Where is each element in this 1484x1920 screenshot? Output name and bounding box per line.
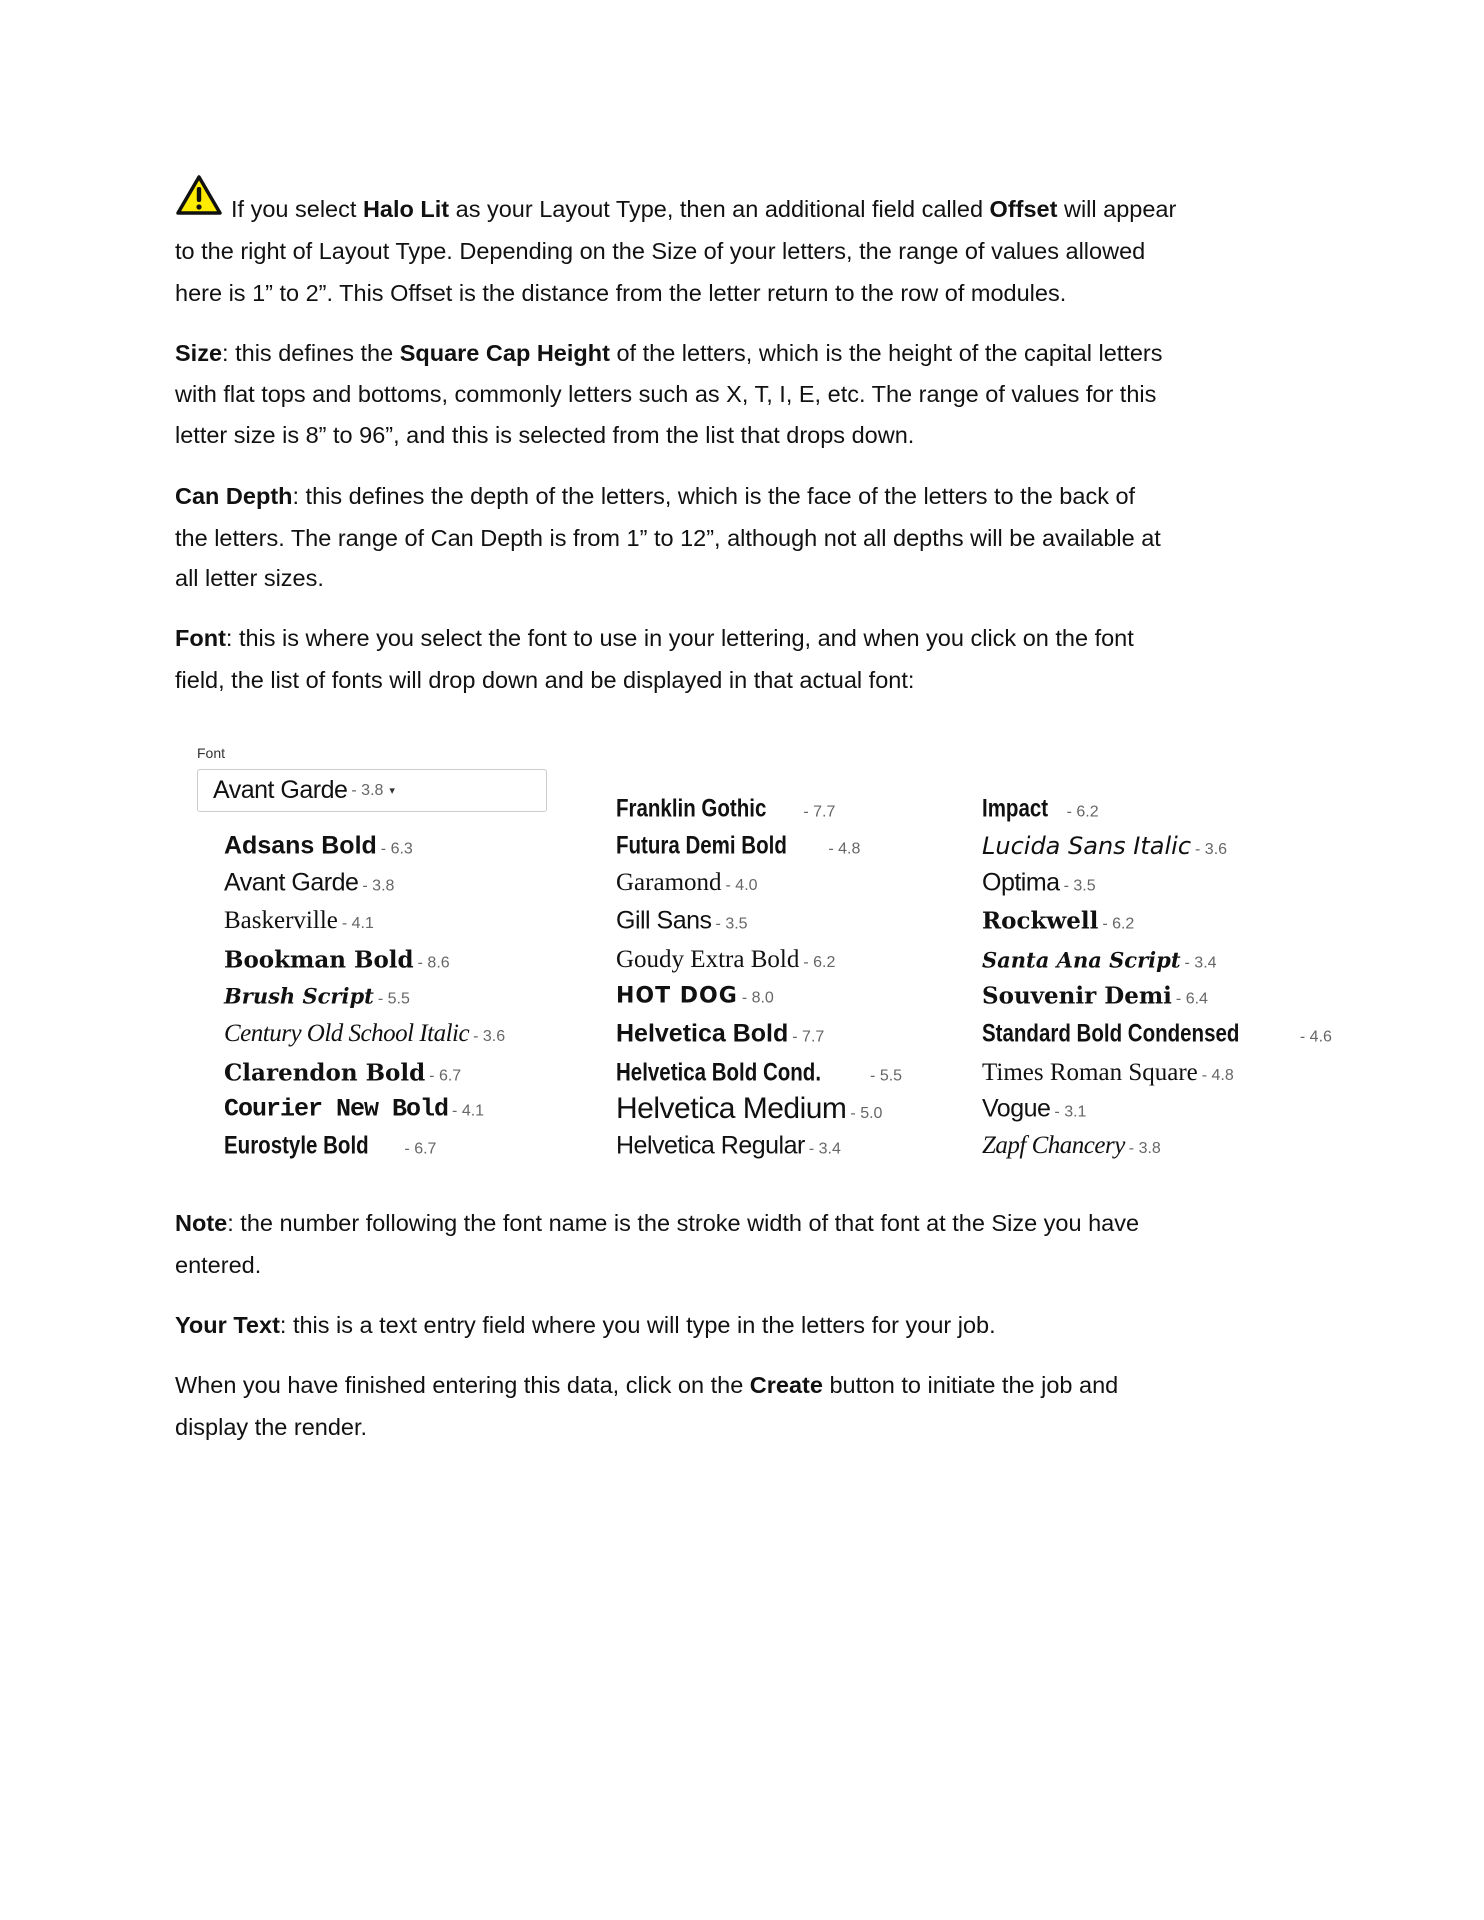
text-run: letter size is 8” to 96”, and this is selected from the list that drops down.	[175, 422, 915, 448]
font-stroke-width: - 8.6	[417, 954, 450, 972]
font-option[interactable]	[616, 984, 774, 1009]
font-option[interactable]	[224, 984, 410, 1009]
font-stroke-width: - 6.2	[1102, 915, 1135, 933]
font-name: Souvenir Demi	[982, 982, 1172, 1010]
bold-term: Square Cap Height	[399, 340, 610, 366]
font-stroke-width: - 4.1	[341, 915, 374, 932]
font-name: Goudy Extra Bold	[616, 946, 800, 973]
font-option[interactable]	[224, 1020, 505, 1048]
text-run: entered.	[175, 1252, 262, 1278]
paragraph-line	[175, 523, 1161, 553]
font-stroke-width: - 3.1	[1054, 1103, 1087, 1121]
font-name: HOT DOG	[616, 983, 738, 1009]
font-name: Helvetica Regular	[616, 1131, 805, 1160]
paragraph-line	[175, 1208, 1139, 1238]
font-option[interactable]	[616, 1020, 824, 1049]
paragraph-line	[175, 563, 324, 593]
font-name: Bookman Bold	[224, 946, 414, 974]
font-option[interactable]	[982, 948, 1217, 973]
paragraph-line	[175, 1412, 367, 1442]
font-name: Avant Garde	[224, 868, 359, 897]
bold-term: Size	[175, 340, 223, 366]
text-run: : this is where you select the font to use in your lettering, and when you click on the font	[225, 625, 1134, 651]
font-stroke-width: - 4.8	[828, 840, 861, 858]
font-option[interactable]	[982, 869, 1096, 898]
font-stroke-width: - 6.2	[1066, 803, 1099, 821]
paragraph-line	[175, 623, 1134, 653]
paragraph-line	[175, 338, 1163, 368]
text-run: : this is a text entry field where you will type in the letters for your job.	[279, 1312, 996, 1338]
font-stroke-width: - 5.5	[377, 990, 410, 1008]
bold-term: Offset	[989, 196, 1058, 222]
paragraph-line	[175, 481, 1135, 511]
paragraph-line	[175, 1250, 261, 1280]
font-dropdown-stroke-width: - 3.8	[351, 781, 384, 799]
font-option[interactable]	[982, 908, 1134, 935]
font-option[interactable]	[982, 983, 1208, 1010]
font-name: Gill Sans	[616, 906, 712, 935]
text-run: button to initiate the job and	[822, 1372, 1119, 1398]
font-option[interactable]	[616, 832, 860, 861]
font-stroke-width: - 4.0	[725, 877, 758, 894]
font-option[interactable]	[224, 947, 450, 974]
font-name: Futura Demi Bold	[616, 831, 787, 860]
paragraph-line	[175, 420, 914, 450]
font-option[interactable]	[982, 832, 1227, 860]
font-name: Vogue	[982, 1094, 1051, 1123]
font-field-label: Font	[197, 745, 226, 761]
font-option[interactable]	[616, 907, 748, 936]
font-dropdown[interactable]	[197, 769, 547, 812]
text-run: field, the list of fonts will drop down and be displayed in that actual font:	[175, 667, 915, 693]
font-stroke-width: - 3.5	[1063, 877, 1096, 895]
font-name: Franklin Gothic	[616, 794, 767, 823]
paragraph-line	[175, 379, 1156, 409]
paragraph-line	[175, 236, 1145, 266]
font-name: Courier New Bold	[224, 1094, 449, 1124]
font-stroke-width: - 5.0	[850, 1105, 883, 1122]
font-name: Santa Ana Script	[982, 947, 1181, 973]
font-option[interactable]	[224, 907, 374, 935]
font-stroke-width: - 4.8	[1201, 1067, 1234, 1084]
font-name: Helvetica Bold Cond.	[616, 1058, 822, 1087]
font-option[interactable]	[982, 1020, 1332, 1049]
paragraph-line	[175, 1310, 996, 1340]
text-run: If you select	[231, 196, 363, 222]
font-name: Baskerville	[224, 907, 338, 934]
text-run: : this defines the depth of the letters, which is the face of the letters to the back of	[292, 483, 1136, 509]
font-stroke-width: - 5.5	[870, 1067, 903, 1085]
text-run: : the number following the font name is the stroke width of that font at the Size you have	[227, 1210, 1140, 1236]
font-stroke-width: - 6.7	[404, 1140, 437, 1158]
font-option[interactable]	[982, 1059, 1234, 1087]
text-run: : this defines the	[222, 340, 400, 366]
font-option[interactable]	[982, 795, 1099, 824]
paragraph-line	[231, 194, 1176, 224]
text-run: with flat tops and bottoms, commonly letters such as X, T, I, E, etc. The range of values for this	[175, 381, 1157, 407]
font-option[interactable]	[616, 946, 835, 974]
font-option[interactable]	[616, 1092, 882, 1126]
text-run: the letters. The range of Can Depth is from 1” to 12”, although not all depths will be available at	[175, 525, 1161, 551]
font-name: Brush Script	[224, 983, 374, 1009]
bold-term: Font	[175, 625, 226, 651]
font-option[interactable]	[616, 869, 758, 897]
font-stroke-width: - 8.0	[741, 989, 774, 1007]
font-option[interactable]	[224, 1132, 436, 1161]
font-stroke-width: - 3.6	[473, 1028, 506, 1045]
bold-term: Can Depth	[175, 483, 293, 509]
font-stroke-width: - 3.4	[1184, 954, 1217, 972]
font-option[interactable]	[982, 1095, 1086, 1124]
font-stroke-width: - 3.6	[1195, 841, 1228, 858]
font-stroke-width: - 3.4	[808, 1140, 841, 1158]
font-name: Helvetica Bold	[616, 1019, 789, 1048]
font-stroke-width: - 6.3	[380, 840, 413, 858]
font-name: Zapf Chancery	[982, 1132, 1125, 1159]
paragraph-line	[175, 1370, 1118, 1400]
font-option[interactable]	[616, 1132, 841, 1161]
font-name: Eurostyle Bold	[224, 1131, 369, 1160]
font-stroke-width: - 4.6	[1299, 1028, 1332, 1046]
text-run: will appear	[1057, 196, 1177, 222]
font-option[interactable]	[224, 869, 394, 898]
font-name: Times Roman Square	[982, 1059, 1198, 1086]
font-name: Garamond	[616, 869, 722, 896]
text-run: here is 1” to 2”. This Offset is the distance from the letter return to the row of modules.	[175, 280, 1067, 306]
text-run: all letter sizes.	[175, 565, 324, 591]
text-run: to the right of Layout Type. Depending on the Size of your letters, the range of values allowed	[175, 238, 1146, 264]
text-run: of the letters, which is the height of the capital letters	[609, 340, 1163, 366]
bold-term: Note	[175, 1210, 228, 1236]
font-dropdown-value: Avant Garde	[213, 776, 348, 804]
font-stroke-width: - 4.1	[452, 1102, 485, 1120]
bold-term: Your Text	[175, 1312, 280, 1338]
font-name: Clarendon Bold	[224, 1059, 426, 1087]
paragraph-line	[175, 278, 1066, 308]
text-run: as your Layout Type, then an additional field called	[449, 196, 990, 222]
font-stroke-width: - 7.7	[803, 803, 836, 821]
text-run: When you have finished entering this data, click on the	[175, 1372, 750, 1398]
font-stroke-width: - 6.2	[803, 954, 836, 971]
font-name: Century Old School Italic	[224, 1020, 470, 1047]
bold-term: Halo Lit	[362, 196, 450, 222]
font-stroke-width: - 3.8	[1128, 1140, 1161, 1157]
font-name: Impact	[982, 794, 1049, 823]
font-name: Adsans Bold	[224, 831, 377, 860]
font-name: Helvetica Medium	[616, 1092, 847, 1125]
font-stroke-width: - 3.8	[362, 877, 395, 895]
font-option[interactable]	[616, 795, 835, 824]
bold-term: Create	[749, 1372, 823, 1398]
font-name: Rockwell	[982, 907, 1099, 935]
font-name: Standard Bold Condensed	[982, 1019, 1240, 1048]
paragraph-line	[175, 665, 914, 695]
font-option[interactable]	[982, 1132, 1161, 1160]
font-stroke-width: - 3.5	[715, 915, 748, 933]
text-run: display the render.	[175, 1414, 368, 1440]
font-stroke-width: - 6.4	[1175, 990, 1208, 1008]
font-name: Lucida Sans Italic	[982, 832, 1192, 860]
warning-triangle-icon	[175, 174, 223, 216]
chevron-down-icon: ▾	[389, 785, 395, 797]
font-stroke-width: - 7.7	[792, 1028, 825, 1046]
font-name: Optima	[982, 868, 1060, 897]
font-stroke-width: - 6.7	[429, 1067, 462, 1085]
font-option[interactable]	[616, 1059, 902, 1088]
font-option[interactable]	[224, 832, 413, 861]
font-option[interactable]	[224, 1095, 484, 1124]
font-option[interactable]	[224, 1060, 461, 1087]
